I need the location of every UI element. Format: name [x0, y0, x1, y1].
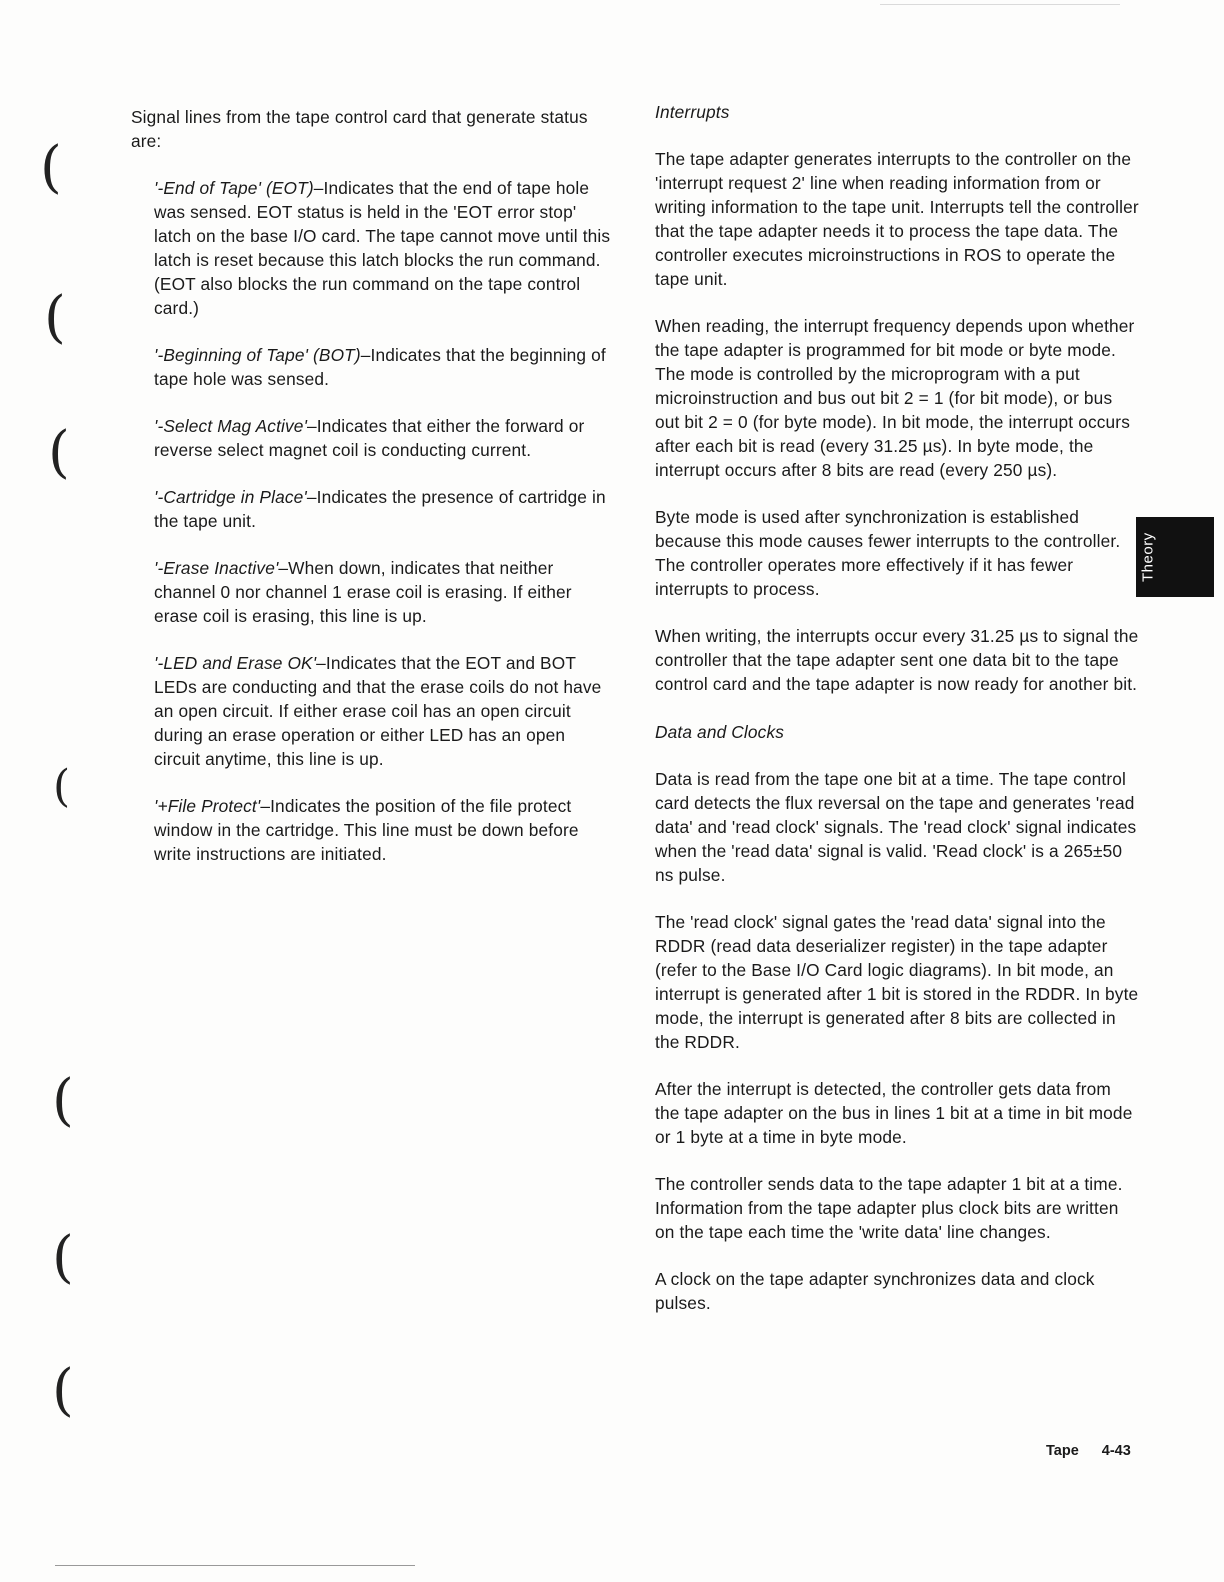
footer-section-name: Tape [1046, 1443, 1079, 1459]
signal-description: –When down, indicates that neither channel 0 nor channel 1 erase coil is erasing. If either erase coil is erasing, this line is up. [154, 558, 572, 626]
paragraph: A clock on the tape adapter synchronizes data and clock pulses. [655, 1269, 1095, 1313]
binding-mark: ( [44, 285, 66, 350]
signal-name: '-LED and Erase OK' [154, 653, 317, 673]
signal-name: '-End of Tape' (EOT) [154, 178, 314, 198]
signal-description: –Indicates that the beginning of tape hole was sensed. [154, 345, 606, 389]
signal-description: –Indicates the presence of cartridge in the tape unit. [154, 487, 606, 531]
status-line-item [154, 485, 611, 533]
binding-mark: ( [53, 761, 71, 812]
status-line-item [154, 414, 611, 462]
signal-name: '-Beginning of Tape' (BOT) [154, 345, 361, 365]
left-column [131, 105, 611, 889]
intro-text: Signal lines from the tape control card that generate status are: [131, 107, 588, 151]
binding-mark: ( [48, 420, 70, 485]
right-column [655, 100, 1140, 1338]
signal-name: '-Cartridge in Place' [154, 487, 307, 507]
signal-description: –Indicates that either the forward or reverse select magnet coil is conducting current. [154, 416, 585, 460]
scan-artifact-top [880, 4, 1120, 5]
binding-mark: ( [52, 1225, 74, 1290]
section-index-tab-label: Theory [1139, 532, 1157, 582]
status-line-item [154, 556, 611, 628]
paragraph: Data is read from the tape one bit at a time. The tape control card detects the flux reversal on the tape and generates 'read data' and 'read clock' signals. The 'read clock' signal indicates when the 'read data' signal is valid. 'Read clock' is a 265±50 ns pulse. [655, 769, 1137, 885]
paragraph: After the interrupt is detected, the controller gets data from the tape adapter on the bus in lines 1 bit at a time in bit mode or 1 byte at a time in byte mode. [655, 1079, 1133, 1147]
section-heading-interrupts: Interrupts [655, 102, 730, 122]
status-line-item [154, 651, 611, 771]
paragraph: The tape adapter generates interrupts to the controller on the 'interrupt request 2' line when reading information from or writing information to the tape unit. Interrupts tell the controller that the tape adapter needs it to process the tape data. The controller executes microinstructions in ROS to operate the tape unit. [655, 149, 1139, 289]
signal-name: '-Select Mag Active' [154, 416, 308, 436]
signal-description: –Indicates that the EOT and BOT LEDs are conducting and that the erase coils do not have an open circuit. If either erase coil has an open circuit during an erase operation or either LED has an open circuit anytime, this line is up. [154, 653, 602, 769]
signal-name: '-Erase Inactive' [154, 558, 279, 578]
signal-name: '+File Protect' [154, 796, 261, 816]
page-number: 4-43 [1101, 1443, 1131, 1459]
status-line-item [154, 794, 611, 866]
signal-description: –Indicates the position of the file protect window in the cartridge. This line must be down before write instructions are initiated. [154, 796, 579, 864]
status-line-item [154, 343, 611, 391]
status-line-item [154, 176, 611, 320]
signal-description: –Indicates that the end of tape hole was sensed. EOT status is held in the 'EOT error stop' latch on the base I/O card. The tape cannot move until this latch is reset because this latch blocks the run command. (EOT also blocks the run command on the tape control card.) [154, 178, 611, 318]
section-heading-data-and-clocks: Data and Clocks [655, 722, 785, 742]
paragraph: The controller sends data to the tape adapter 1 bit at a time. Information from the tape adapter plus clock bits are written on the tape each time the 'write data' line changes. [655, 1174, 1123, 1242]
binding-mark: ( [52, 1068, 74, 1133]
binding-mark: ( [40, 135, 62, 200]
binding-mark: ( [52, 1358, 74, 1423]
scan-artifact-bottom [55, 1565, 415, 1566]
paragraph: Byte mode is used after synchronization is established because this mode causes fewer interrupts to the controller. The controller operates more effectively if it has fewer interrupts to process. [655, 507, 1121, 599]
page-footer [1046, 1443, 1131, 1459]
paragraph: When reading, the interrupt frequency depends upon whether the tape adapter is programmed for bit mode or byte mode. The mode is controlled by the microprogram with a put microinstruction and bus out bit 2 = 1 (for bit mode), or bus out bit 2 = 0 (for byte mode). In bit mode, the interrupt occurs after each bit is read (every 31.25 µs). In byte mode, the interrupt occurs after 8 bits are read (every 250 µs). [655, 316, 1135, 480]
paragraph: When writing, the interrupts occur every 31.25 µs to signal the controller that the tape adapter sent one data bit to the tape control card and the tape adapter is now ready for another bit. [655, 626, 1139, 694]
paragraph: The 'read clock' signal gates the 'read data' signal into the RDDR (read data deserializer register) in the tape adapter (refer to the Base I/O Card logic diagrams). In bit mode, an interrupt is generated after 1 bit is stored in the RDDR. In byte mode, the interrupt is generated after 8 bits are collected in the RDDR. [655, 912, 1139, 1052]
